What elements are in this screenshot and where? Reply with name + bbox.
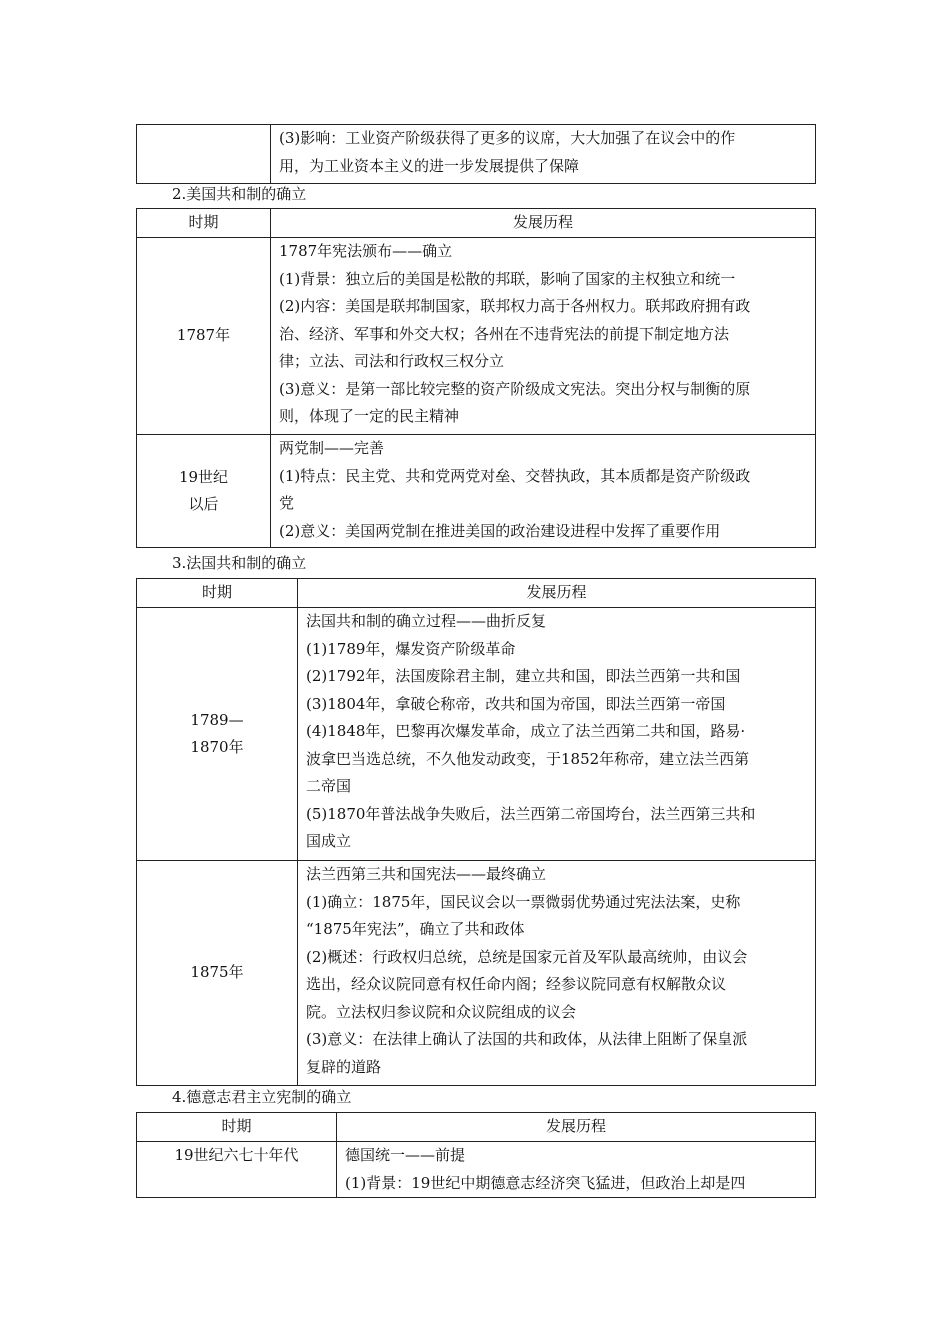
table-france-republic xyxy=(136,578,816,1086)
table-row xyxy=(137,125,816,184)
period-line: 以后 xyxy=(188,495,219,513)
history-cell xyxy=(271,125,816,184)
period-cell xyxy=(137,435,271,548)
period-cell xyxy=(137,125,271,184)
history-line: 法国共和制的确立过程——曲折反复 xyxy=(306,612,547,630)
section-heading-france: 3.法国共和制的确立 xyxy=(172,554,307,572)
history-line: 党 xyxy=(279,494,295,512)
table-germany-monarchy xyxy=(136,1112,816,1198)
period-cell xyxy=(137,861,298,1086)
table-us-republic xyxy=(136,208,816,548)
history-line: 波拿巴当选总统，不久他发动政变，于1852年称帝，建立法兰西第 xyxy=(306,749,750,768)
history-line: (5)1870年普法战争失败后，法兰西第二帝国垮台，法兰西第三共和 xyxy=(306,804,756,823)
column-header-history: 发展历程 xyxy=(271,209,816,238)
history-line: 则，体现了一定的民主精神 xyxy=(279,407,460,425)
column-header-history: 发展历程 xyxy=(298,579,816,608)
period-line: 19世纪 xyxy=(178,467,229,486)
history-line: 德国统一——前提 xyxy=(345,1146,466,1164)
history-line: (1)背景：19世纪中期德意志经济突飞猛进，但政治上却是四 xyxy=(345,1173,746,1192)
history-line: (2)意义：美国两党制在推进美国的政治建设进程中发挥了重要作用 xyxy=(279,521,721,540)
history-line: 复辟的道路 xyxy=(306,1057,382,1076)
history-line: (1)背景：独立后的美国是松散的邦联，影响了国家的主权独立和统一 xyxy=(279,269,736,288)
table-row xyxy=(137,238,816,435)
history-cell xyxy=(337,1142,816,1198)
section-heading-us: 2.美国共和制的确立 xyxy=(172,185,307,203)
table-row xyxy=(137,608,816,861)
history-line: 两党制——完善 xyxy=(279,439,385,457)
table-header-row xyxy=(137,209,816,238)
history-line: (1)特点：民主党、共和党两党对垒、交替执政，其本质都是资产阶级政 xyxy=(279,466,751,485)
history-line: (3)意义：在法律上确认了法国的共和政体，从法律上阻断了保皇派 xyxy=(306,1030,748,1048)
period-line: 1870年 xyxy=(190,738,244,756)
history-line: 治、经济、军事和外交大权；各州在不违背宪法的前提下制定地方法 xyxy=(279,324,730,343)
table-row xyxy=(137,1142,816,1198)
column-header-period: 时期 xyxy=(137,209,271,238)
history-line: 选出，经众议院同意有权任命内阁；经参议院同意有权解散众议 xyxy=(306,975,727,993)
period-cell: 1787年 xyxy=(137,238,271,435)
column-header-period: 时期 xyxy=(137,1113,337,1142)
history-line: (3)1804年，拿破仑称帝，改共和国为帝国，即法兰西第一帝国 xyxy=(306,694,726,713)
history-line: (3)意义：是第一部比较完整的资产阶级成文宪法。突出分权与制衡的原 xyxy=(279,379,751,398)
history-line: 用，为工业资本主义的进一步发展提供了保障 xyxy=(279,156,580,175)
history-line: “1875年宪法”，确立了共和政体 xyxy=(306,920,525,938)
period-line: 1789— xyxy=(190,710,244,729)
history-cell xyxy=(271,238,816,435)
history-cell xyxy=(298,608,816,861)
history-cell xyxy=(271,435,816,548)
history-line: (3)影响：工业资产阶级获得了更多的议席，大大加强了在议会中的作 xyxy=(279,129,736,147)
history-line: 二帝国 xyxy=(306,777,352,795)
history-line: 1787年宪法颁布——确立 xyxy=(279,242,453,260)
history-line: (2)1792年，法国废除君主制，建立共和国，即法兰西第一共和国 xyxy=(306,667,741,685)
history-line: 律；立法、司法和行政权三权分立 xyxy=(279,352,505,370)
history-line: (4)1848年，巴黎再次爆发革命，成立了法兰西第二共和国，路易· xyxy=(306,722,746,740)
period-cell: 19世纪六七十年代 xyxy=(137,1142,337,1198)
period-cell xyxy=(137,608,298,861)
history-cell xyxy=(298,861,816,1086)
table-header-row xyxy=(137,1113,816,1142)
history-line: (1)确立：1875年，国民议会以一票微弱优势通过宪法法案，史称 xyxy=(306,892,741,911)
period-line: 1875年 xyxy=(190,963,244,982)
history-line: (2)概述：行政权归总统，总统是国家元首及军队最高统帅，由议会 xyxy=(306,947,748,966)
table-uk-continuation xyxy=(136,124,816,184)
column-header-history: 发展历程 xyxy=(337,1113,816,1142)
section-heading-germany: 4.德意志君主立宪制的确立 xyxy=(172,1088,352,1106)
history-line: 法兰西第三共和国宪法——最终确立 xyxy=(306,865,547,883)
history-line: 国成立 xyxy=(306,832,352,850)
history-line: (1)1789年，爆发资产阶级革命 xyxy=(306,639,516,658)
table-row xyxy=(137,861,816,1086)
history-line: 院。立法权归参议院和众议院组成的议会 xyxy=(306,1002,577,1021)
table-header-row xyxy=(137,579,816,608)
column-header-period: 时期 xyxy=(137,579,298,608)
table-row xyxy=(137,435,816,548)
history-line: (2)内容：美国是联邦制国家，联邦权力高于各州权力。联邦政府拥有政 xyxy=(279,297,751,315)
